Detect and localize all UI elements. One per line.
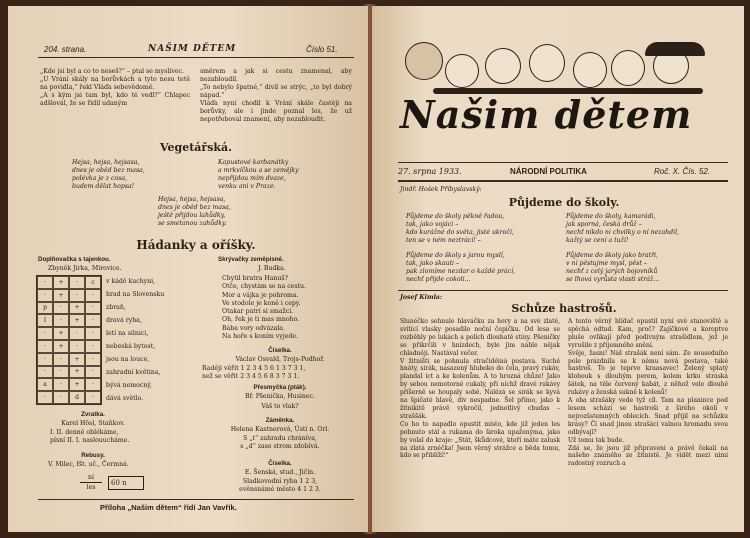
- fill-in-clue: nebeská bytost,: [106, 343, 156, 350]
- grid-cell: +: [69, 366, 85, 379]
- cisel2-title: Číselka.: [268, 460, 292, 467]
- poem-verse-1: Půjdeme do školy pěkně řadou, tak, jako vojáci – kdo kurážné do světa, jisté ukročí, ten se v ném neztrácí! –: [406, 213, 514, 244]
- cisel1-author: Václav Osvald, Trojs-Podhoř.: [235, 356, 325, 363]
- grid-cell: +: [53, 276, 69, 289]
- zvratka-text: I. II. denně oblékáme, písní II. I. naslouucháme.: [50, 429, 130, 444]
- grid-cell: a: [37, 378, 53, 391]
- grid-cell: ·: [53, 353, 69, 366]
- fill-in-clue: zbraň,: [106, 304, 126, 311]
- fill-in-clue: jsou na louce,: [106, 356, 150, 363]
- vegetarian-verse-1: Hejsa, hejsa, hejsasa, dnes je oběd bez masa, polévka je z cosa, budem dělat hopsa!: [72, 159, 145, 190]
- vegetarian-verse-3: Hejsa, hejsa, hejsasa, dnes je oběd bez masa, ještě přijdou lahůdky, se smetanou zahůdky.: [158, 196, 231, 227]
- fill-in-clue: bývá nemocný,: [106, 382, 152, 389]
- newspaper-name: NÁRODNÍ POLITIKA: [510, 167, 587, 176]
- grid-cell: ·: [69, 276, 85, 289]
- geo-author: J. Budka.: [258, 265, 286, 272]
- fill-in-clue: zahradní květina,: [106, 369, 161, 376]
- grid-cell: c: [85, 276, 101, 289]
- section-rule: [398, 290, 728, 291]
- poem-verse-2: Půjdeme do školy, kamarádi, jak sporná, česká drůž – nechť nikdo ni chvilky o ní nezahdil, kažtý se cení a tuží!: [566, 213, 680, 244]
- poem-verse-3: Půjdeme do školy s jarou myslí, tak, jako skauti – pak zlomíme nezdar o každé prácí, nechť přijde cokoli...: [406, 252, 516, 283]
- rebus-author: V. Milec, fšt. uč., Čermná.: [48, 461, 129, 468]
- grid-cell: +: [69, 314, 85, 327]
- grid-cell: ·: [53, 314, 69, 327]
- grid-cell: ·: [53, 302, 69, 315]
- grid-cell: ·: [85, 327, 101, 340]
- grid-cell: ·: [37, 391, 53, 404]
- fill-in-title: Doplňovačka s tajenkou.: [38, 256, 111, 263]
- poem-verse-4: Půjdeme do školy jako bratři, v ní pěstujme mysl, pěst – nechť z celý jarých bojovníků se lhová vyrůsta vlasti stráž...: [566, 252, 660, 283]
- footer-credit: Příloha „Našim dětem“ řídí Jan Vavřík.: [100, 503, 237, 512]
- zamenka-title: Záměnka.: [265, 417, 295, 424]
- story-title: Schůze hastrošů.: [511, 302, 617, 315]
- fill-in-clues: [106, 275, 196, 405]
- vegetarian-verse-2: Kapustové karbanátky a mrkvíčkou a se zemějky nepřijdou mím dvaze, venku ani v Praze.: [218, 159, 299, 190]
- grid-cell: ·: [37, 327, 53, 340]
- masthead-rule-bottom: [398, 180, 728, 182]
- page-number: 204. strana.: [44, 45, 87, 54]
- story-column-2: A tento věrný hlídač opustil nyní své stanoviště a spěchá odtud. Kam, proč? Zajíčkové a koroptve pluše ovlikají před podivným strašidlem, jež je vyrušile z přijemného snění. Svěje, žasni! Náš strašák není sám. Ze sousedního pole prázdnila se k němu nová postava, také hastroš. To je teprve kraasavec! Zelený splatý klobouk s dlouhým perem, kolem krku stráská šátek, na těle červený kabát, z něhož vele dlouhé rukávy a ženská sukně k kolenů! A oba strašáky vede tyž cíl. Tam na planince pod lesem schází se hastroši z širého okolí v nejrozšstemných oblecích. Snad přijil na schůzku krásy? Čí snad jinou strašáci valnou hromadu svou odbývají? Už tomu tak bude. Zdá se, že jsou již připraveni a právě čekali na našeho známého ze žitnistě. Je vidět mezi nimi radostný rozruch a: [568, 318, 728, 468]
- grid-cell: ·: [85, 353, 101, 366]
- rebus-top: ní: [80, 474, 102, 483]
- grid-cell: ·: [85, 378, 101, 391]
- grid-cell: ·: [37, 289, 53, 302]
- story-ending-col1: „Kde jsi byl a co to neseš?“ – ptal se myslivec. „U Vrání skály na borůvkách a tyto nesu tetě na povidla,“ řekl Vláďa sebevědomě. „A s kým jsi tam byl, kdo tě vedl?“ Chlapec adšlovál, že se řídil udaným: [40, 68, 190, 107]
- header-title: NAŠIM DĚTEM: [148, 44, 237, 54]
- grid-cell: +: [53, 289, 69, 302]
- cisel2-text: Sladkovodní ryba 1 2 3, evěnsnámé město 4 1 2 3.: [239, 478, 321, 493]
- grid-cell: ·: [85, 340, 101, 353]
- cisel2-author: E. Šenská, stud., Jičín.: [244, 469, 316, 476]
- poem-title: Půjdeme do školy.: [508, 196, 620, 209]
- grid-cell: l: [37, 314, 53, 327]
- masthead-title: Našim dětem: [400, 92, 693, 137]
- fill-in-clue: letí na silnici,: [106, 330, 149, 337]
- zvratka-author: Karel Hösl, Staňkov.: [61, 420, 125, 427]
- header-rule: [38, 57, 354, 58]
- cisel1-title: Číselka.: [268, 347, 292, 354]
- grid-cell: +: [53, 340, 69, 353]
- grid-cell: +: [69, 353, 85, 366]
- grid-cell: ·: [69, 289, 85, 302]
- fill-in-clue: v kádě kuchyni,: [106, 278, 156, 285]
- presm-title: Přesmyčka (pták).: [253, 384, 307, 391]
- grid-cell: +: [69, 378, 85, 391]
- cisel1-text: Raději věřit 1 2 3 4 5 6 1 3 7 3 1, než se věřit 2 3 4 5 6 8 3 7 3 1.: [202, 365, 306, 380]
- grid-cell: +: [53, 327, 69, 340]
- zamenka-text: S „t“ zahradu chráníva, s „d“ zase strom zdobívá.: [240, 435, 320, 450]
- grid-cell: ·: [85, 391, 101, 404]
- issue-number: Číslo 51.: [306, 45, 338, 54]
- masthead-rule-top: [398, 162, 728, 163]
- presm-text: Váš to vlak?: [261, 403, 299, 410]
- grid-cell: ·: [69, 327, 85, 340]
- issue-date: 27. srpna 1933.: [398, 167, 462, 176]
- grid-cell: ·: [53, 366, 69, 379]
- presm-author: Bř. Pšenička, Husinec.: [244, 393, 315, 400]
- fill-in-grid: [36, 275, 102, 405]
- geo-title: Skrývačky zeměpisné.: [218, 256, 284, 263]
- fill-in-clue: dává světlo.: [106, 395, 144, 402]
- grid-cell: ·: [37, 276, 53, 289]
- vegetarian-title: Vegetářská.: [160, 141, 232, 154]
- zamenka-author: Helena Kastnerová, Ústí n. Orl.: [230, 426, 330, 433]
- grid-cell: ·: [85, 302, 101, 315]
- footer-rule: [38, 499, 354, 500]
- grid-cell: ·: [85, 366, 101, 379]
- rebus-bottom: les: [86, 484, 96, 491]
- geo-text: Chytil bratra Hanuš? Otče, chystám se na cestu. Mor a vájka je pohroma. Ve stodole je koně i cepy. Otakar patrí si smažci. Oh, řek je ti mas mnoho. Bába vory odvázala. Na hoře s koním vyjede.: [222, 275, 306, 341]
- fill-in-clue: hrad na Slovensku: [106, 291, 165, 298]
- grid-cell: ·: [53, 391, 69, 404]
- grid-cell: ·: [85, 314, 101, 327]
- volume-issue: Roč. X. Čís. 52.: [654, 167, 711, 176]
- grid-cell: +: [69, 302, 85, 315]
- story-author: Josef Kimla:: [400, 294, 443, 301]
- fill-in-author: Zbyněk Jirka, Mirovice.: [48, 265, 122, 272]
- poem-author: Jindř. Hošek Příbyslavský:: [400, 186, 482, 193]
- story-ending-col2: směrem a jak si cestu znamenal, aby nezabloudil. „To nebylo špatné,“ divil se strýc, „to byl dobrý nápad.“ Vláďa nyní chodil k Vrání skále častěji na borůvky, ale i jinde poznal les, že už nepotřeboval znamení, aby nezabloudit.: [200, 68, 352, 123]
- grid-cell: p: [37, 302, 53, 315]
- grid-cell: ·: [37, 353, 53, 366]
- zvratka-title: Zvratka.: [81, 411, 105, 418]
- grid-cell: ·: [85, 289, 101, 302]
- rebus-box: 60 n: [108, 476, 144, 490]
- story-column-1: Slunéčko sehnule hlaváčku za hory a na své zlaté, svítící vlasky posadilo noční čepičku. Od lesa se rozběhly po lukách a polích dlouhatě stíny. Pšeničky se přikrčili v hnízdech, byle jim náhle nějak chladněji. Nastával večer. V žitništi se pohnula stračidéiná postava. Suché hnáty, sirák, nasazený hluboko do čela, pravý rukáv, plandal ict a ke kolenům. A to hrozná chůze! Jako by sebou nemotorné cukaly, při níchž dravé rukávy příšerně se houpaly sobě. Nalézá se sirák se kyvá na špičaté hlavě, div nespadne. Šel přímo, jako k žitnikitě právě vykročil, jednotlivý chudas – straššák. Co ho to napadlo opustit místo, kde již jeden les pohnuto stál a rukama do široka upaženýma, jako by volal do kraje: „Stát, škůdcové, kteří máte zalusk na zlatá zrnéčka! Jsem věrný strážce a běda tomu, kdo se přiblíží!“: [400, 318, 560, 460]
- grid-cell: ·: [37, 340, 53, 353]
- rebus-title: Rebusy.: [81, 452, 105, 459]
- fill-in-clue: dravá ryba,: [106, 317, 142, 324]
- riddles-title: Hádanky a oříšky.: [136, 238, 256, 252]
- grid-cell: ·: [69, 340, 85, 353]
- grid-cell: d: [69, 391, 85, 404]
- grid-cell: ·: [53, 378, 69, 391]
- grid-cell: ·: [37, 366, 53, 379]
